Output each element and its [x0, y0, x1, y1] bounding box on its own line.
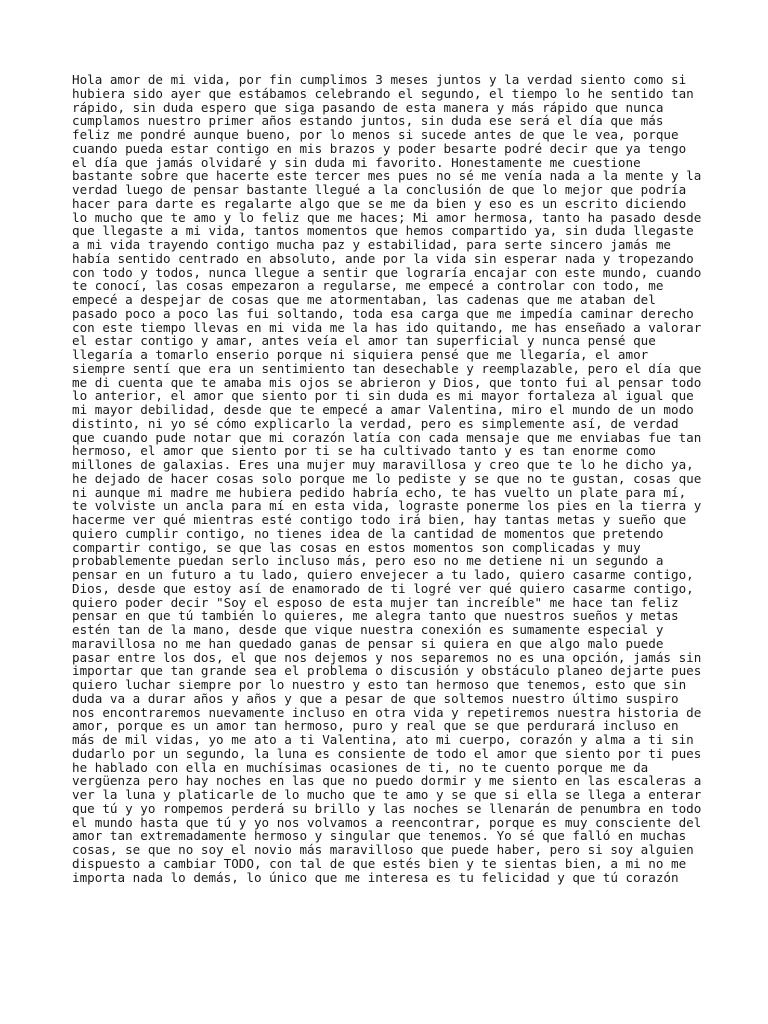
text-line: pensar en un futuro a tu lado, quiero envejecer a tu lado, quiero casarme contigo, [72, 567, 694, 582]
text-line: con este tiempo llevas en mi vida me la has ido quitando, me has enseñado a valorar [72, 319, 702, 335]
text-line: me di cuenta que te amaba mis ojos se abrieron y Dios, que tonto fui al pensar todo [72, 374, 702, 390]
text-line: dudarlo por un segundo, la luna es consiente de todo el amor que siento por ti pues [72, 745, 702, 761]
text-line: quiero poder decir "Soy el esposo de esta mujer tan increíble" me hace tan feliz [72, 594, 679, 610]
text-line: hermoso, el amor que siento por ti se ha cultivado tanto y es tan enorme como [72, 443, 656, 459]
text-line: maravillosa no me han quedado ganas de pensar si quiera en que algo malo puede [72, 635, 664, 651]
text-line: que llegaste a mi vida, tantos momentos que hemos compartido ya, sin duda llegaste [72, 223, 694, 239]
text-line: dispuesto a cambiar TODO, con tal de que estés bien y te sientas bien, a mi no me [72, 855, 687, 871]
text-line: verdad luego de pensar bastante llegué a la conclusión de que lo mejor que podría [72, 182, 687, 197]
text-line: cumplamos nuestro primer años estando juntos, sin duda ese será el día que más [72, 113, 664, 129]
text-line: hubiera sido ayer que estábamos celebrando el segundo, el tiempo lo he sentido tan [72, 85, 694, 101]
text-line: amor, porque es un amor tan hermoso, puro y real que se que perdurará incluso en [72, 718, 679, 734]
text-line: pensar en que tú también lo quieres, me alegra tanto que nuestros sueños y metas [72, 608, 679, 624]
text-line: cuando pueda estar contigo en mis brazos y poder besarte podré decir que ya tengo [72, 140, 687, 156]
text-line: el día que jamás olvidaré y sin duda mi favorito. Honestamente me cuestione [72, 154, 641, 170]
text-line: pasar entre los dos, el que nos dejemos y nos separemos no es una opción, jamás sin [72, 649, 702, 665]
text-line: hacer para darte es regalarte algo que se me da bien y eso es un escrito diciendo [72, 195, 687, 211]
text-line: importa nada lo demás, lo único que me interesa es tu felicidad y que tú corazón [72, 869, 679, 885]
text-line: lo mucho que te amo y lo feliz que me haces; Mi amor hermosa, tanto ha pasado desde [72, 209, 702, 225]
text-line: llegaría a tomarlo enserio porque ni siquiera pensé que me llegaría, el amor [72, 347, 649, 362]
text-line: a mi vida trayendo contigo mucha paz y estabilidad, para serte sincero jamás me [72, 237, 671, 252]
text-line: pasado poco a poco las fui soltando, toda esa carga que me impedía caminar derecho [72, 305, 694, 321]
text-line: ni aunque mi madre me hubiera pedido habría echo, te has vuelto un plate para mí, [72, 484, 687, 500]
text-line: más de mil vidas, yo me ato a ti Valentina, ato mi cuerpo, corazón y alma a ti sin [72, 732, 694, 747]
text-line: el mundo hasta que tú y yo nos volvamos a reencontrar, porque es muy consciente del [72, 814, 702, 830]
text-line: quiero luchar siempre por lo nuestro y esto tan hermoso que tenemos, esto que sin [72, 677, 687, 692]
text-line: que tú y yo rompemos perderá su brillo y las noches se llenarán de penumbra en todo [72, 800, 702, 816]
text-line: siempre sentí que era un sentimiento tan desechable y reemplazable, pero el día que [72, 360, 702, 376]
text-line: mi mayor debilidad, desde que te empecé a amar Valentina, miro el mundo de un modo [72, 402, 694, 417]
text-line: bastante sobre que hacerte este tercer mes pues no sé me venía nada a la mente y la [72, 168, 702, 184]
text-line: hacerme ver qué mientras esté contigo todo irá bien, hay tantas metas y sueño que [72, 512, 687, 527]
text-line: duda va a durar años y años y que a pesar de que soltemos nuestro último suspiro [72, 690, 679, 706]
text-line: he dejado de hacer cosas solo porque me lo pediste y se que no te gustan, cosas que [72, 470, 702, 486]
text-line: estén tan de la mano, desde que vique nuestra conexión es sumamente especial y [72, 622, 664, 637]
text-line: había sentido centrado en absoluto, ande por la vida sin esperar nada y tropezando [72, 250, 694, 266]
text-line: te conocí, las cosas empezaron a regularse, me empecé a controlar con todo, me [72, 278, 664, 294]
text-line: con todo y todos, nunca llegue a sentir que lograría encajar con este mundo, cuando [72, 264, 702, 280]
text-line: distinto, ni yo sé cómo explicarlo la verdad, pero es simplemente así, de verdad [72, 415, 679, 431]
text-line: importar que tan grande sea el problema o discusión y obstáculo planeo dejarte pues [72, 663, 702, 679]
text-line: amor tan extremadamente hermoso y singular que tenemos. Yo sé que falló en muchas [72, 828, 687, 844]
text-line: ver la luna y platicarle de lo mucho que te amo y se que si ella se llega a enterar [72, 787, 702, 802]
text-line: he hablado con ella en muchísimas ocasiones de ti, no te cuento porque me da [72, 759, 649, 775]
text-line: que cuando pude notar que mi corazón latía con cada mensaje que me enviabas fue tan [72, 429, 702, 445]
text-line: lo anterior, el amor que siento por ti sin duda es mi mayor fortaleza al igual que [72, 388, 694, 404]
text-line: empecé a despejar de cosas que me atormentaban, las cadenas que me ataban del [72, 292, 656, 307]
text-line: vergüenza pero hay noches en las que no puedo dormir y me siento en las escaleras a [72, 773, 702, 789]
text-line: feliz me pondré aunque bueno, por lo menos si sucede antes de que le vea, porque [72, 127, 679, 142]
text-line: probablemente puedan serlo incluso más, pero eso no me detiene ni un segundo a [72, 553, 664, 569]
text-line: cosas, se que no soy el novio más maravilloso que puede haber, pero si soy alguien [72, 842, 694, 857]
text-line: millones de galaxias. Eres una mujer muy maravillosa y creo que te lo he dicho ya, [72, 457, 694, 472]
text-line: te volviste un ancla para mí en esta vida, lograste ponerme los pies en la tierra y [72, 498, 702, 514]
text-line: Dios, desde que estoy así de enamorado de ti logré ver qué quiero casarme contigo, [72, 580, 694, 596]
letter-body [72, 73, 712, 884]
text-line: Hola amor de mi vida, por fin cumplimos 3 meses juntos y la verdad siento como si [72, 72, 687, 87]
text-line: nos encontraremos nuevamente incluso en otra vida y repetiremos nuestra historia de [72, 704, 702, 720]
text-line: rápido, sin duda espero que siga pasando de esta manera y más rápido que nunca [72, 99, 664, 115]
text-line: el estar contigo y amar, antes veía el amor tan superficial y nunca pensé que [72, 333, 656, 349]
text-line: quiero cumplir contigo, no tienes idea de la cantidad de momentos que pretendo [72, 525, 664, 541]
text-line: compartir contigo, se que las cosas en estos momentos son complicadas y muy [72, 539, 641, 555]
